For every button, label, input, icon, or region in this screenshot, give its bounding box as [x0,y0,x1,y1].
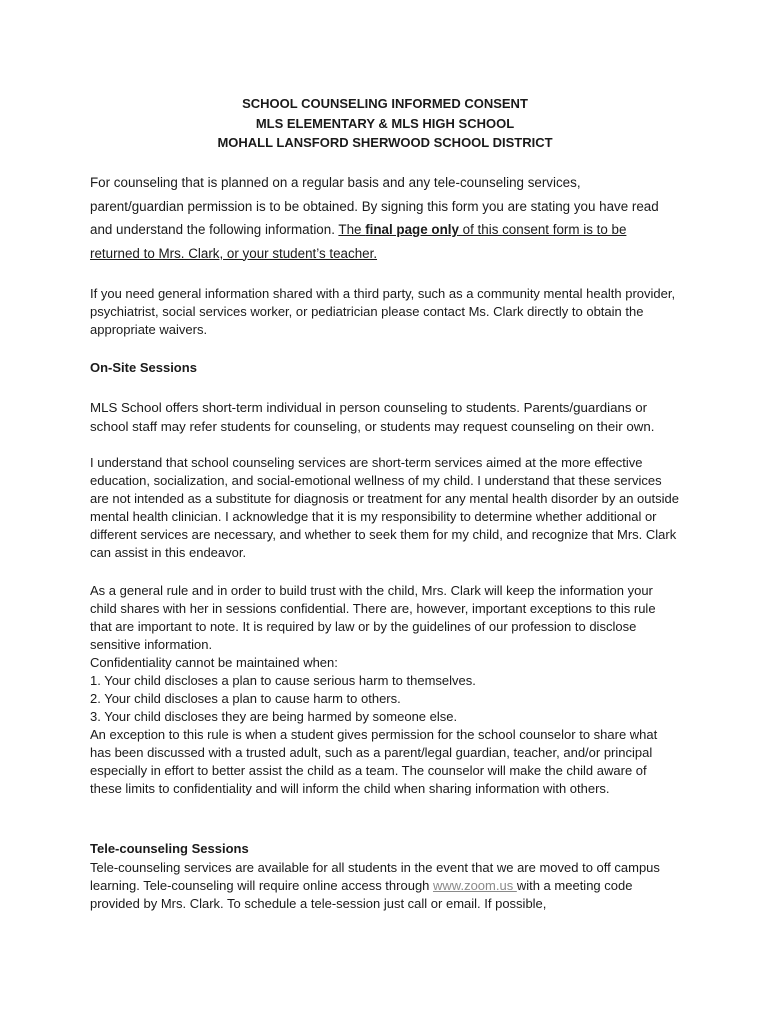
intro-paragraph [90,171,670,265]
title-line-2: MLS ELEMENTARY & MLS HIGH SCHOOL [255,115,515,131]
telecounseling-text-a: Tele-counseling services are available for all students in the event that we are moved to off campus learning. Tele-counseling will require online access through [90,860,660,893]
zoom-link[interactable]: www.zoom.us [433,878,517,893]
telecounseling-text-b: with a meeting code provided by Mrs. Clark. To schedule a tele-session just call or email. If possible, [90,878,633,911]
exception-paragraph: An exception to this rule is when a student gives permission for the school counselor to share what has been discussed with a trusted adult, such as a parent/legal guardian, teacher, and/or principal especially in effort to better assist the child as a team. The counselor will make the child aware of these limits to confidentiality and will inform the child when sharing information with others. [90,727,658,796]
onsite-paragraph-2: I understand that school counseling services are short-term services aimed at the more effective education, socialization, and social-emotional wellness of my child. I understand that these services are not intended as a substitute for diagnosis or treatment for any mental health disorder by an outside mental health clinician. I acknowledge that it is my responsibility to determine whether additional or different services are necessary, and whether to seek them for my child, and recognize that Mrs. Clark can assist in this endeavor. [90,455,679,560]
list-item: 3. Your child discloses they are being harmed by someone else. [90,709,458,724]
final-page-only: final page only [365,222,459,237]
telecounseling-paragraph [90,859,680,913]
confidentiality-intro: Confidentiality cannot be maintained when: [90,655,338,670]
title-line-1: SCHOOL COUNSELING INFORMED CONSENT [242,96,528,111]
list-item: 2. Your child discloses a plan to cause harm to others. [90,691,401,706]
telecounseling-heading: Tele-counseling Sessions [90,841,249,856]
document-title [0,94,770,153]
intro-text: For counseling that is planned on a regular basis and any tele-counseling services, parent/guardian permission is to be obtained. By signing this form you are stating you have read and understand the following information. [90,175,659,237]
intro-underline-a: The [338,222,366,237]
onsite-heading: On-Site Sessions [90,360,197,375]
intro-underline-b: of this consent form is to be returned to Mrs. Clark, or your student’s teacher. [90,222,627,261]
onsite-paragraph-1: MLS School offers short-term individual in person counseling to students. Parents/guardians or school staff may refer students for counseling, or students may request counseling on their own. [90,400,655,434]
confidentiality-paragraph: As a general rule and in order to build trust with the child, Mrs. Clark will keep the information your child shares with her in sessions confidential. There are, however, important exceptions to this rule that are important to note. It is required by law or by the guidelines of our profession to disclose sensitive information. [90,583,656,652]
third-party-paragraph: If you need general information shared with a third party, such as a community mental health provider, psychiatrist, social services worker, or pediatrician please contact Ms. Clark directly to obtain the appropriate waivers. [90,286,676,337]
title-line-3: MOHALL LANSFORD SHERWOOD SCHOOL DISTRICT [217,135,553,150]
confidentiality-section [90,582,680,798]
list-item: 1. Your child discloses a plan to cause serious harm to themselves. [90,673,476,688]
